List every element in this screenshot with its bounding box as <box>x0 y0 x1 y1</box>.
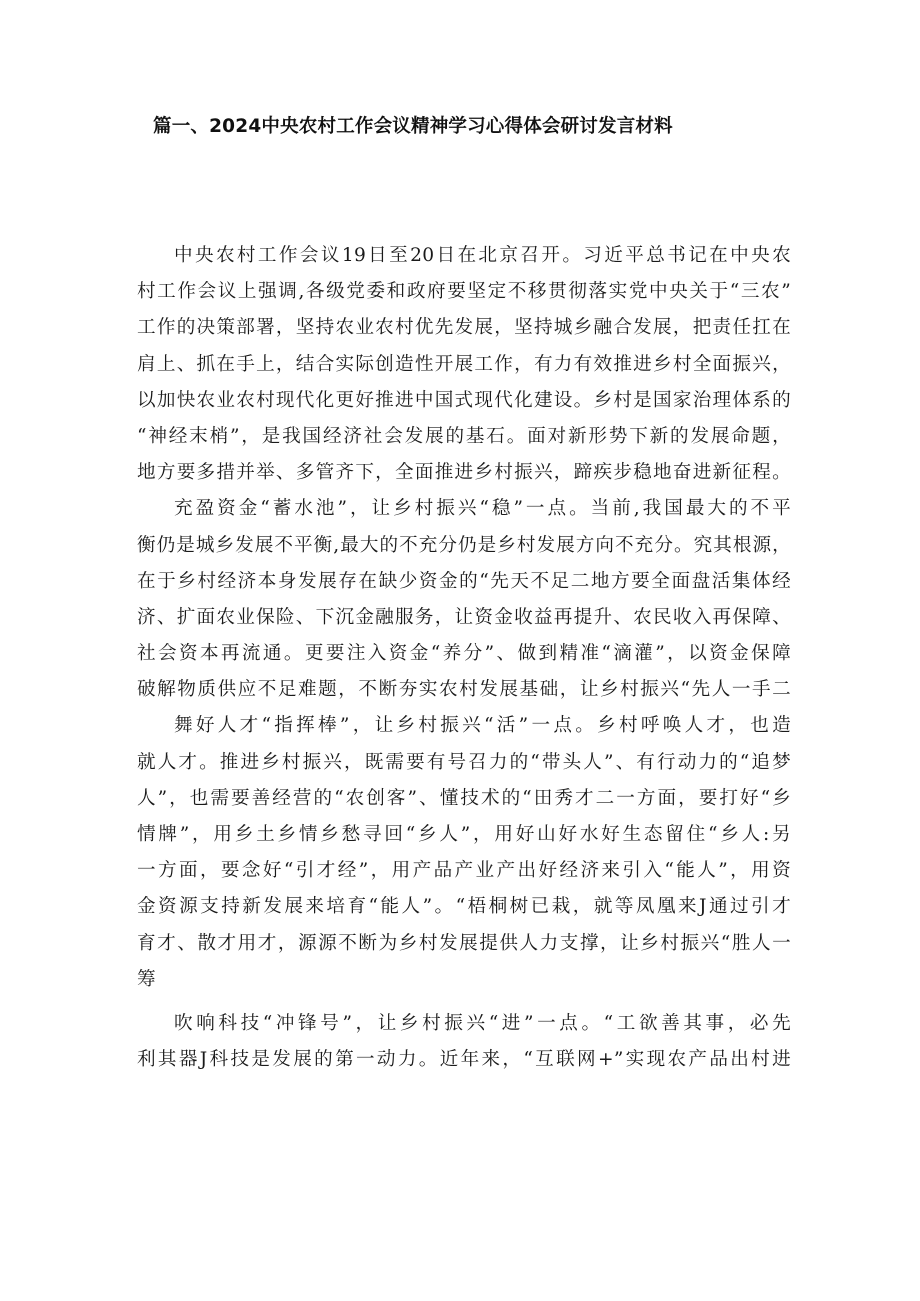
paragraph-1-line: 村工作会议上强调,各级党委和政府要坚定不移贯彻落实党中央关于“三农” <box>137 281 791 303</box>
paragraph-gap <box>137 998 791 1006</box>
paragraph-2-line: 在于乡村经济本身发展存在缺少资金的“先天不足二地方要全面盘活集体经 <box>137 570 791 592</box>
paragraph-1-line: 工作的决策部署，坚持农业农村优先发展，坚持城乡融合发展，把责任扛在 <box>137 317 791 339</box>
paragraph-4-line: 利其器J科技是发展的第一动力。近年来，“互联网+”实现农产品出村进 <box>137 1049 791 1071</box>
paragraph-1-line: 地方要多措并举、多管齐下，全面推进乡村振兴，蹄疾步稳地奋进新征程。 <box>137 462 791 484</box>
paragraph-2-line: 衡仍是城乡发展不平衡,最大的不充分仍是乡村发展方向不充分。究其根源， <box>137 534 791 556</box>
paragraph-3-line: 金资源支持新发展来培育“能人”。“梧桐树已栽，就等凤凰来J通过引才 <box>137 896 791 918</box>
paragraph-1-line: 中央农村工作会议19日至20日在北京召开。习近平总书记在中央农 <box>174 245 791 266</box>
paragraph-1-line: “神经末梢”，是我国经济社会发展的基石。面对新形势下新的发展命题， <box>137 425 791 447</box>
paragraph-2-line: 充盈资金“蓄水池”，让乡村振兴“稳”一点。当前,我国最大的不平 <box>174 498 791 520</box>
paragraph-3-line: 筹 <box>137 968 156 990</box>
paragraph-4-line: 吹响科技“冲锋号”，让乡村振兴“进”一点。“工欲善其事，必先 <box>174 1012 791 1034</box>
paragraph-3-line: 育才、散才用才，源源不断为乡村发展提供人力支撑，让乡村振兴“胜人一 <box>137 932 791 954</box>
paragraph-1-line: 肩上、抓在手上，结合实际创造性开展工作，有力有效推进乡村全面振兴， <box>137 353 791 375</box>
paragraph-1-line: 以加快农业农村现代化更好推进中国式现代化建设。乡村是国家治理体系的 <box>137 389 791 411</box>
paragraph-3-line: 就人才。推进乡村振兴，既需要有号召力的“带头人”、有行动力的“追梦 <box>137 751 791 773</box>
paragraph-3-line: 舞好人才“指挥棒”，让乡村振兴“活”一点。乡村呼唤人才，也造 <box>174 715 791 737</box>
document-title: 篇一、2024中央农村工作会议精神学习心得体会研讨发言材料 <box>153 116 673 137</box>
paragraph-2-line: 社会资本再流通。更要注入资金“养分”、做到精准“滴灌”，以资金保障 <box>137 643 791 665</box>
paragraph-3-line: 情牌”，用乡土乡情乡愁寻回“乡人”，用好山好水好生态留住“乡人:另 <box>137 824 791 845</box>
paragraph-3-line: 一方面，要念好“引才经”，用产品产业产出好经济来引入“能人”，用资 <box>137 860 791 882</box>
paragraph-2-line: 济、扩面农业保险、下沉金融服务，让资金收益再提升、农民收入再保障、 <box>137 606 791 628</box>
document-body <box>137 238 791 1078</box>
paragraph-3-line: 人”，也需要善经营的“农创客”、懂技术的“田秀才二一方面，要打好“乡 <box>137 787 791 809</box>
paragraph-2-line: 破解物质供应不足难题，不断夯实农村发展基础，让乡村振兴“先人一手二 <box>137 679 791 701</box>
